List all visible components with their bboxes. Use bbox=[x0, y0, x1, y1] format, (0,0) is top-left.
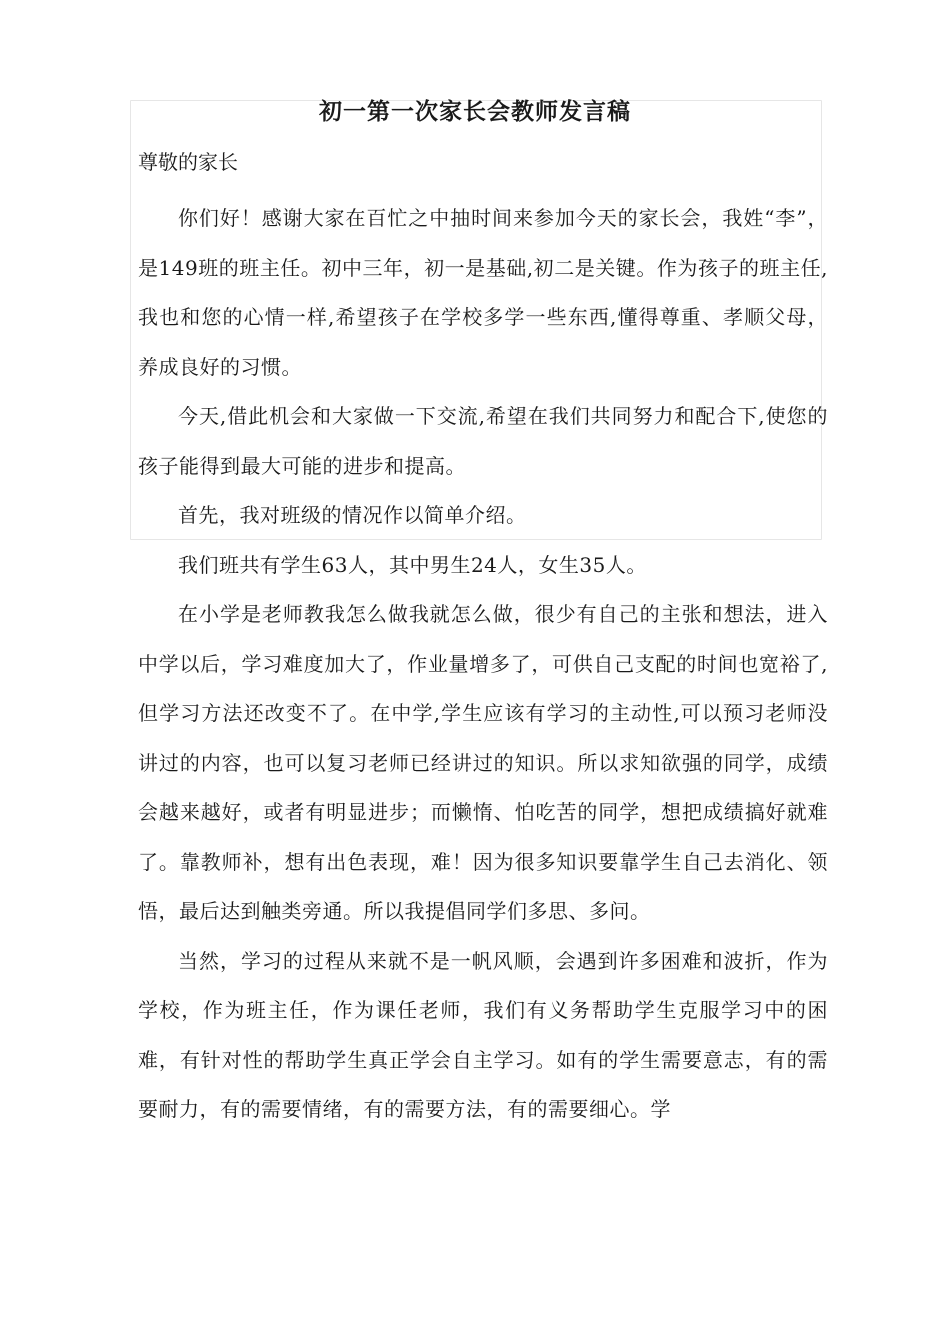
document-title: 初一第一次家长会教师发言稿 bbox=[319, 98, 631, 125]
paragraph: 你们好！感谢大家在百忙之中抽时间来参加今天的家长会，我姓“李”，是149班的班主任。初中三年，初一是基础,初二是关键。作为孩子的班主任,我也和您的心情一样,希望孩子在学校多学一些东西,懂得尊重、孝顺父母，养成良好的习惯。 bbox=[138, 206, 828, 379]
salutation: 尊敬的家长 bbox=[138, 150, 238, 174]
paragraph: 当然，学习的过程从来就不是一帆风顺，会遇到许多困难和波折，作为学校，作为班主任，作为课任老师，我们有义务帮助学生克服学习中的困难，有针对性的帮助学生真正学会自主学习。如有的学生需要意志，有的需要耐力，有的需要情绪，有的需要方法，有的需要细心。学 bbox=[138, 948, 828, 1121]
paragraph: 我们班共有学生63人，其中男生24人，女生35人。 bbox=[178, 552, 647, 577]
document-body bbox=[138, 144, 828, 1135]
paragraph: 在小学是老师教我怎么做我就怎么做，很少有自己的主张和想法，进入中学以后，学习难度加大了，作业量增多了，可供自己支配的时间也宽裕了,但学习方法还改变不了。在中学,学生应该有学习的主动性,可以预习老师没讲过的内容，也可以复习老师已经讲过的知识。所以求知欲强的同学，成绩会越来越好，或者有明显进步；而懒惰、怕吃苦的同学，想把成绩搞好就难了。靠教师补，想有出色表现，难！因为很多知识要靠学生自己去消化、领悟，最后达到触类旁通。所以我提倡同学们多思、多问。 bbox=[138, 602, 828, 923]
paragraph: 今天,借此机会和大家做一下交流,希望在我们共同努力和配合下,使您的孩子能得到最大可能的进步和提高。 bbox=[138, 404, 828, 478]
paragraph: 首先，我对班级的情况作以简单介绍。 bbox=[178, 503, 527, 527]
